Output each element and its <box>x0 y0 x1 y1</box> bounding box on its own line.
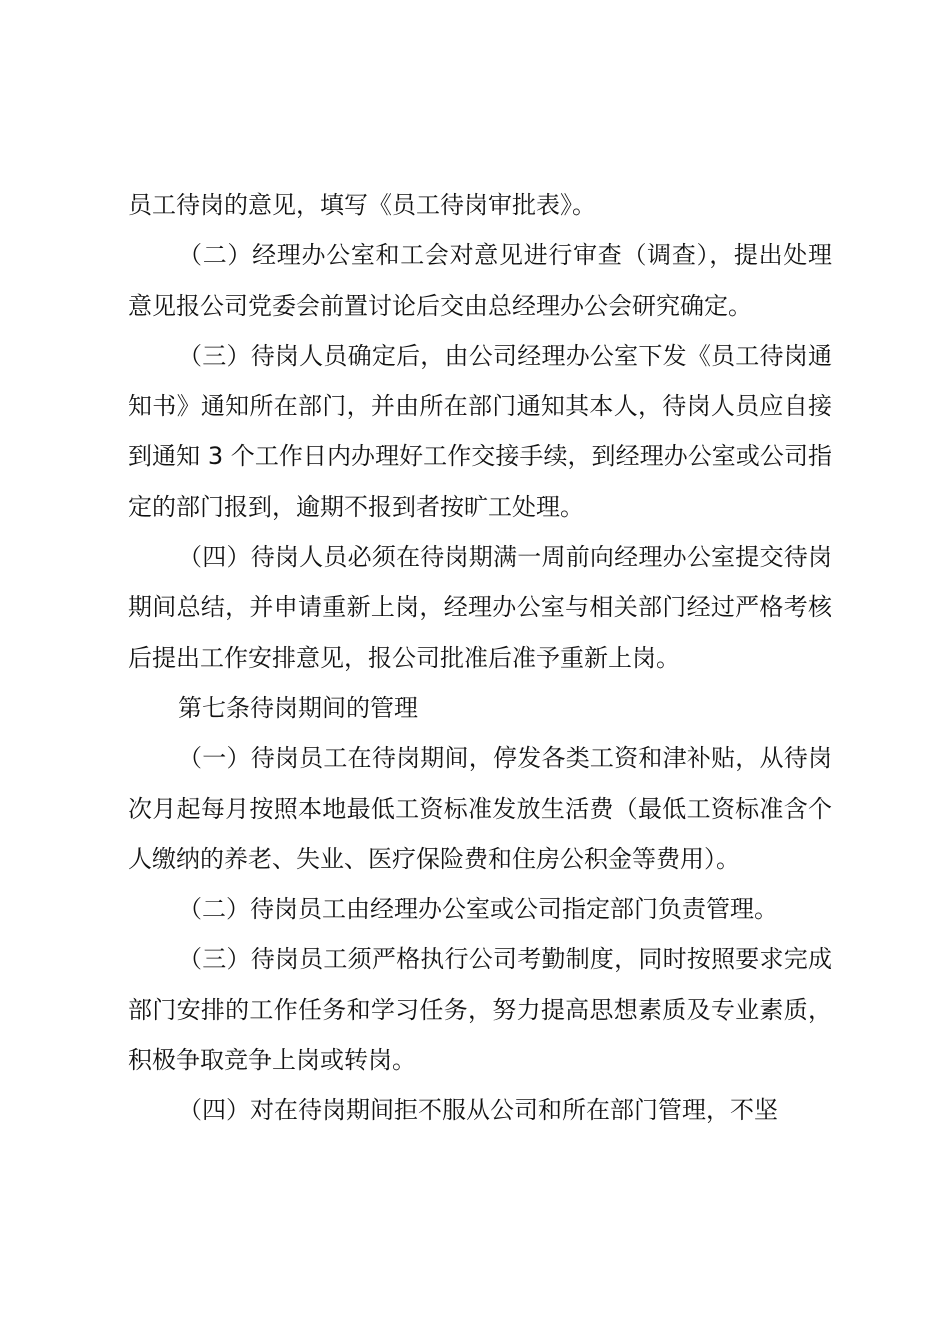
paragraph-item-3: （三）待岗员工须严格执行公司考勤制度，同时按照要求完成部门安排的工作任务和学习任务，努力提高思想素质及专业素质，积极争取竞争上岗或转岗。 <box>128 945 832 1075</box>
paragraph-item-2: （二）经理办公室和工会对意见进行审查（调查），提出处理意见报公司党委会前置讨论后交由总经理办公会研究确定。 <box>128 241 832 320</box>
paragraph-item-2: （二）待岗员工由经理办公室或公司指定部门负责管理。 <box>178 895 778 924</box>
article-heading: 第七条待岗期间的管理 <box>178 693 418 722</box>
paragraph-item-3: （三）待岗人员确定后，由公司经理办公室下发《员工待岗通知书》通知所在部门，并由所在部门通知其本人，待岗人员应自接到通知 3 个工作日内办理好工作交接手续，到经理办公室或公司指定的部门报到，逾期不报到者按旷工处理。 <box>128 341 832 521</box>
paragraph-item-4: （四）对在待岗期间拒不服从公司和所在部门管理，不坚 <box>178 1096 778 1125</box>
document-body <box>128 180 832 1136</box>
paragraph-item-4: （四）待岗人员必须在待岗期满一周前向经理办公室提交待岗期间总结，并申请重新上岗，经理办公室与相关部门经过严格考核后提出工作安排意见，报公司批准后准予重新上岗。 <box>128 543 832 672</box>
paragraph-continuation: 员工待岗的意见，填写《员工待岗审批表》。 <box>128 191 596 219</box>
paragraph-item-1: （一）待岗员工在待岗期间，停发各类工资和津补贴，从待岗次月起每月按照本地最低工资标准发放生活费（最低工资标准含个人缴纳的养老、失业、医疗保险费和住房公积金等费用）。 <box>128 744 832 873</box>
